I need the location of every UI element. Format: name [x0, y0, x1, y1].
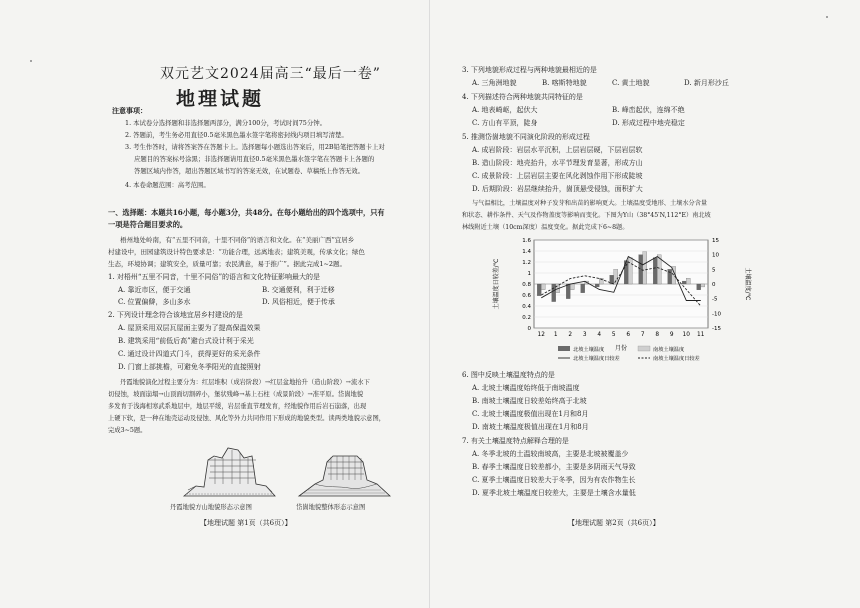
- bar-north-temp: [552, 284, 556, 302]
- q6-option-a: A. 北坡土壤温度始终低于南坡温度: [472, 384, 580, 392]
- bar-south-temp: [570, 284, 574, 290]
- y2-tick-label: 0: [712, 282, 716, 288]
- question-6-stem: 6. 图中反映土壤温度特点的是: [462, 371, 555, 379]
- note-item: 2. 答题前，考生务必用直径0.5毫米黑色墨水签字笔将密封线内项目填写清楚。: [125, 131, 348, 139]
- y2-tick-label: 10: [712, 252, 719, 259]
- y-axis-label: 土壤温度日较差/℃: [493, 258, 500, 310]
- q5-option-b: B. 造山阶段：地壳抬升，水平节理发育显著，形成方山: [472, 159, 643, 167]
- scan-speck: [30, 60, 32, 62]
- q5-option-a: A. 成岩阶段：岩层水平沉积，上层岩层硬，下层岩层软: [472, 146, 643, 154]
- question-7-stem: 7. 有关土壤温度特点解释合理的是: [462, 437, 569, 445]
- bar-south-temp: [701, 284, 705, 287]
- question-4-stem: 4. 下列描述符合两种地貌共同特征的是: [462, 93, 583, 101]
- bar-north-temp: [653, 258, 657, 284]
- x-tick-label: 2: [568, 332, 573, 338]
- y-tick-label: 0.2: [522, 315, 531, 321]
- q5-option-d: D. 后期阶段：岩层继续抬升，崮顶悬受侵蚀，面积扩大: [472, 185, 643, 193]
- subject-title: 地理试题: [176, 88, 265, 110]
- x-tick-label: 1: [553, 332, 558, 338]
- bar-south-temp: [541, 284, 545, 290]
- bar-north-temp: [668, 269, 672, 284]
- question-1-stem: 1. 对梧州“五里不同音，十里不同俗”的语言和文化特征影响最大的是: [108, 273, 321, 281]
- q6-option-d: D. 南坡土壤温度极值出现在1月和8月: [472, 423, 589, 431]
- y-tick-label: 1.6: [522, 238, 531, 244]
- x-tick-label: 12: [537, 332, 545, 338]
- q7-option-a: A. 冬季北坡的土温较南坡高，主要是北坡被覆盖少: [472, 450, 629, 458]
- question-2-stem: 2. 下列设计理念符合该地宜居乡村建设的是: [108, 311, 243, 319]
- q6-option-b: B. 南坡土壤温度日较差始终高于北坡: [472, 397, 587, 405]
- passage-line: 和状态、耕作条件、天气及作物盖度等影响而变化。下图为Y山（38°45′N,112°E）南北坡: [462, 212, 711, 219]
- bar-north-temp: [595, 284, 599, 287]
- bar-south-temp: [686, 278, 690, 284]
- y-tick-label: 0: [527, 326, 531, 332]
- x-tick-label: 6: [626, 332, 631, 338]
- q3-option-c: C. 黄土地貌: [612, 79, 650, 87]
- notes-heading: 注意事项：: [112, 106, 147, 115]
- y-tick-label: 1.4: [522, 249, 531, 255]
- legend-swatch-north-temp: [558, 346, 570, 351]
- y-tick-label: 1.2: [522, 260, 531, 266]
- passage-line: 完成3~5题。: [108, 427, 147, 434]
- passage-line: 切侵蚀，坡面崩塌→山顶面切割碎小，堡状残峰→基上石柱（成景阶段）→准平原。岱崮地貌: [108, 391, 364, 398]
- passage-line: 村建设中，田园建筑设计特色要求是：“功能合理，远离地表；建筑美观，传承文化；绿色: [108, 248, 365, 256]
- y2-tick-label: -15: [712, 326, 721, 332]
- q4-option-a: A. 地表崎岖，起伏大: [472, 106, 538, 114]
- page-footer: 【地理试题 第2页（共6页）】: [568, 519, 660, 527]
- question-3-stem: 3. 下列地貌形成过程与两种地貌最相近的是: [462, 66, 597, 74]
- x-axis-label: 月份: [614, 345, 628, 352]
- q5-option-c: C. 成景阶段：上层岩层主要在风化剥蚀作用下形成陡坡: [472, 172, 643, 180]
- bar-north-temp: [639, 255, 643, 284]
- x-tick-label: 3: [582, 332, 587, 338]
- y-tick-label: 0.4: [522, 304, 531, 310]
- y2-axis-label: 土壤温度/℃: [744, 267, 751, 301]
- q2-option-a: A. 屋顶采用双层瓦屋面主要为了提高保温效果: [118, 324, 261, 332]
- q1-option-c: C. 位置偏僻，多山多水: [118, 298, 191, 306]
- x-tick-label: 11: [697, 332, 705, 338]
- q7-option-b: B. 春季土壤温度日较差都小，主要是多阴雨天气导致: [472, 463, 636, 471]
- x-tick-label: 9: [669, 332, 674, 338]
- passage-line: 与气温相比，土壤温度对种子发芽和出苗的影响更大。土壤温度受地形、土壤水分含量: [472, 200, 708, 207]
- bar-north-temp: [566, 284, 570, 299]
- y2-tick-label: 5: [712, 267, 716, 274]
- y-tick-label: 0.8: [522, 282, 531, 288]
- passage-line: 梧州地处岭南，有“五里不同音，十里不同俗”的语言和文化。在“美丽广西”宜居乡: [120, 236, 355, 244]
- passage-line: 丹霞地貌演化过程主要分为：红层堆积（成岩阶段）→红层盆地抬升（造山阶段）→流水下: [120, 379, 370, 386]
- y2-tick-label: -5: [712, 296, 718, 303]
- q6-option-c: C. 北坡土壤温度极值出现在1月和8月: [472, 410, 589, 418]
- daigu-landform-sketch: [297, 440, 392, 498]
- bar-north-temp: [537, 284, 541, 296]
- x-tick-label: 4: [597, 332, 602, 338]
- bar-north-temp: [682, 281, 686, 284]
- passage-line: 多发育于浅海相寒武系地层中，地层平缓，岩层垂直节理发育，经地貌作用后岩石崩落，出现: [108, 403, 367, 410]
- legend-label: 南坡土壤温度日较差: [653, 356, 700, 362]
- figure-caption-left: 丹霞地貌方山地貌形态示意图: [170, 504, 252, 511]
- q2-option-b: B. 建筑采用“前低后高”避台式设计利于采光: [118, 337, 254, 345]
- passage-line: 林线附近土壤（10cm深度）温度变化。据此完成下6~8题。: [462, 224, 629, 231]
- question-5-stem: 5. 推测岱崮地貌不同演化阶段的形成过程: [462, 133, 590, 141]
- q1-option-b: B. 交通便利，利于迁移: [262, 286, 335, 294]
- q7-option-d: D. 夏季北坡土壤温度日较差大，主要是土壤含水量低: [472, 489, 636, 497]
- q4-option-d: D. 形成过程中地壳稳定: [612, 119, 685, 127]
- scan-speck: [826, 16, 828, 18]
- bar-south-temp: [643, 252, 647, 284]
- x-tick-label: 8: [655, 332, 660, 338]
- q4-option-b: B. 峰峦起伏，连绵不绝: [612, 106, 685, 114]
- y2-tick-label: 15: [712, 238, 719, 244]
- danxia-landform-sketch: [182, 440, 277, 498]
- exam-title: 双元艺文2024届高三“最后一卷”: [160, 66, 381, 82]
- passage-line: 生态，环境协调；建筑安全，质量可靠；农民满意，易于推广”。据此完成1~2题。: [108, 260, 347, 268]
- q1-option-d: D. 风俗相近，便于传承: [262, 298, 335, 306]
- bar-south-temp: [628, 258, 632, 284]
- exam-page-2: [430, 0, 860, 608]
- q3-option-b: B. 喀斯特地貌: [542, 79, 587, 87]
- note-item: 1. 本试卷分选择题和非选择题两部分，满分100分，考试时间75分钟。: [125, 119, 327, 127]
- q3-option-d: D. 新月形沙丘: [684, 79, 729, 87]
- legend-label: 北坡土壤温度日较差: [573, 356, 620, 362]
- note-item: 答题区域内作答，超出答题区域书写的答案无效，在试题卷、草稿纸上作答无效。: [134, 167, 365, 175]
- x-tick-label: 7: [640, 332, 645, 338]
- bar-north-temp: [697, 284, 701, 290]
- section-heading: 一项是符合题目要求的。: [108, 220, 188, 229]
- bar-north-temp: [581, 284, 585, 293]
- y2-tick-label: -10: [712, 311, 721, 318]
- section-heading: 一、选择题：本题共16小题，每小题3分，共48分。在每小题给出的四个选项中，只有: [108, 208, 385, 217]
- y-tick-label: 0.6: [522, 293, 531, 299]
- q1-option-a: A. 靠近市区，便于交通: [118, 286, 191, 294]
- q4-option-c: C. 方山有平顶，陡身: [472, 119, 538, 127]
- q2-option-c: C. 通过设计四道式门斗，获得更好的采光条件: [118, 350, 261, 358]
- legend-label: 南坡土壤温度: [653, 347, 685, 353]
- q7-option-c: C. 夏季土壤温度日较差大于冬季，因为有农作物生长: [472, 476, 636, 484]
- y-tick-label: 1: [527, 271, 531, 277]
- x-tick-label: 10: [682, 332, 690, 338]
- legend-swatch-south-temp: [638, 346, 650, 351]
- bar-north-temp: [610, 275, 614, 284]
- page-footer: 【地理试题 第1页（共6页）】: [200, 519, 292, 527]
- chart-legend: [558, 345, 700, 362]
- passage-line: 上硬下软，是一种在地壳运动及侵蚀、风化等外力共同作用下形成的地貌类型。读两类地貌示意图，: [108, 415, 386, 422]
- q2-option-d: D. 门窗上部挑檐，可避免冬季阳光的直接照射: [118, 363, 261, 371]
- note-item: 4. 本卷命题范围：高考范围。: [125, 181, 210, 189]
- note-item: 应题目的答案标号涂黑；非选择题请用直径0.5毫米黑色墨水签字笔在答题卡上各题的: [134, 155, 375, 163]
- q3-option-a: A. 三角洲地貌: [472, 79, 517, 87]
- soil-temperature-chart: [488, 234, 756, 366]
- legend-label: 北坡土壤温度: [573, 347, 605, 353]
- note-item: 3. 考生作答时，请将答案答在答题卡上。选择题每小题选出答案后，用2B铅笔把答题卡上对: [125, 143, 385, 151]
- figure-caption-right: 岱崮地貌整体形态示意图: [296, 504, 366, 511]
- x-tick-label: 5: [611, 332, 616, 338]
